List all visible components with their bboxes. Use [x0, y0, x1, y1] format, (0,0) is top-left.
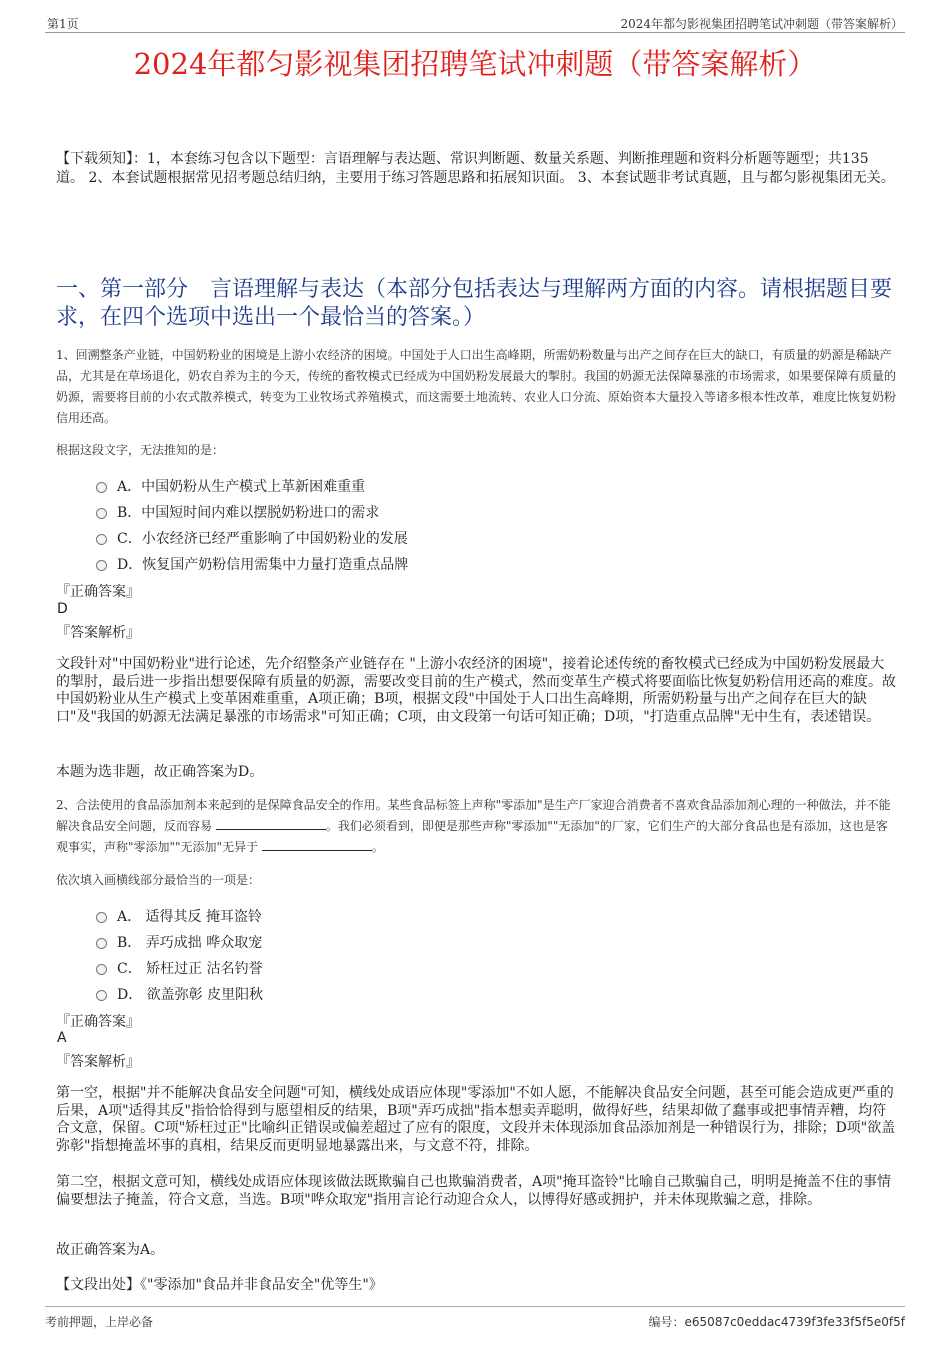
radio-icon[interactable]: [96, 938, 107, 949]
q2-analysis-blank-1: 第一空，根据"并不能解决食品安全问题"可知，横线处成语应体现"零添加"不如人愿，不能解决食品安全问题，甚至可能会造成更严重的后果，A项"适得其反"指恰恰得到与愿望相反的结果，B项"弄巧成拙"指本想卖弄聪明，做得好些，结果却做了蠢事或把事情弄糟，均符合文意，保留。C项"矫枉过正"比喻纠正错误或偏差超过了应有的限度，文段并未体现添加食品添加剂是一种错误行为，排除；D项"欲盖弥彰"指想掩盖坏事的真相，结果反而更明显地暴露出来，与文意不符，排除。: [56, 1085, 896, 1154]
option-label: A．中国奶粉从生产模式上革新困难重重: [117, 479, 366, 495]
radio-icon[interactable]: [96, 534, 107, 545]
q2-option-c[interactable]: [96, 958, 263, 978]
q2-option-b[interactable]: [96, 932, 262, 952]
footer-rule: [45, 1306, 905, 1307]
q1-option-c[interactable]: [96, 528, 408, 548]
download-notice: 【下载须知】：1，本套练习包含以下题型：言语理解与表达题、常识判断题、数量关系题、判断推理题和资料分析题等题型；共135道。 2、本套试题根据常见招考题总结归纳，主要用于练习答题思路和拓展知识面。 3、本套试题非考试真题，且与都匀影视集团无关。: [56, 151, 895, 186]
fill-blank-2: [262, 850, 372, 851]
q2-analysis-blank-2: 第二空，根据文意可知，横线处成语应体现该做法既欺骗自己也欺骗消费者，A项"掩耳盗铃"比喻自己欺骗自己，明明是掩盖不住的事情偏要想法子掩盖，符合文意，当选。B项"哗众取宠"指用言论行动迎合众人，以博得好感或拥护，并未体现欺骗之意，排除。: [56, 1174, 891, 1208]
radio-icon[interactable]: [96, 912, 107, 923]
q2-answer: A: [57, 1030, 67, 1046]
footer-slogan: 考前押题，上岸必备: [45, 1315, 154, 1329]
footer-code: 编号：e65087c0eddac4739f3fe33f5f5e0f5f: [648, 1315, 905, 1329]
q2-conclusion: 故正确答案为A。: [56, 1242, 165, 1258]
option-label: C．小农经济已经严重影响了中国奶粉业的发展: [117, 531, 408, 547]
q2-option-a[interactable]: [96, 906, 262, 926]
header-title: 2024年都匀影视集团招聘笔试冲刺题（带答案解析）: [620, 17, 903, 31]
option-label: C． 矫枉过正 沽名钓誉: [117, 961, 263, 977]
radio-icon[interactable]: [96, 990, 107, 1001]
radio-icon[interactable]: [96, 482, 107, 493]
page-number: 第1页: [47, 17, 79, 31]
option-label: D．恢复国产奶粉信用需集中力量打造重点品牌: [117, 557, 409, 573]
radio-icon[interactable]: [96, 964, 107, 975]
question-2-stem: 2、合法使用的食品添加剂本来起到的是保障食品安全的作用。某些食品标签上声称"零添加"是生产厂家迎合消费者不喜欢食品添加剂心理的一种做法，并不能解决食品安全问题，反而容易 。我们必须看到，即便是那些声称"零添加""无添加"的厂家，它们生产的大部分食品也是有添加，这也是客观事实，声称"零添加""无添加"无异于 。: [56, 798, 891, 854]
option-label: B．中国短时间内难以摆脱奶粉进口的需求: [117, 505, 380, 521]
radio-icon[interactable]: [96, 560, 107, 571]
q2-answer-label: 『正确答案』: [56, 1014, 140, 1030]
q1-option-b[interactable]: [96, 502, 379, 522]
option-label: B． 弄巧成拙 哗众取宠: [117, 935, 263, 951]
q1-conclusion: 本题为选非题，故正确答案为D。: [56, 764, 264, 780]
q1-analysis-label: 『答案解析』: [56, 625, 140, 641]
q2-analysis-label: 『答案解析』: [56, 1054, 140, 1070]
q1-option-d[interactable]: [96, 554, 408, 574]
header-rule: [45, 32, 905, 33]
fill-blank-1: [216, 829, 326, 830]
option-label: A． 适得其反 掩耳盗铃: [117, 909, 263, 925]
document-title: 2024年都匀影视集团招聘笔试冲刺题（带答案解析）: [133, 47, 817, 81]
option-label: D． 欲盖弥彰 皮里阳秋: [117, 987, 264, 1003]
question-1-stem: 1、回溯整条产业链，中国奶粉业的困境是上游小农经济的困境。中国处于人口出生高峰期，所需奶粉数量与出产之间存在巨大的缺口，有质量的奶源是稀缺产品，尤其是在草场退化，奶农自养为主的今天，传统的畜牧模式已经成为中国奶粉发展最大的掣肘。我国的奶源无法保障暴涨的市场需求，如果要保障有质量的奶源，需要将目前的小农式散养模式，转变为工业牧场式养殖模式，而这需要土地流转、农业人口分流、原始资本大量投入等诸多根本性改革，难度比恢复奶粉信用还高。: [56, 348, 897, 425]
q1-answer: D: [57, 601, 68, 617]
q2-source: 【文段出处】《"零添加"食品并非食品安全"优等生"》: [56, 1277, 383, 1293]
q1-analysis: 文段针对"中国奶粉业"进行论述，先介绍整条产业链存在 "上游小农经济的困境"，接着论述传统的畜牧模式已经成为中国奶粉发展最大的掣肘，最后进一步指出想要保障有质量的奶源，需要改变目前的生产模式，然而变革生产模式将要面临比恢复奶粉信用还高的难度。故中国奶粉业从生产模式上变革困难重重，A项正确；B项，根据文段"中国处于人口出生高峰期，所需奶粉量与出产之间存在巨大的缺口"及"我国的奶源无法满足暴涨的市场需求"可知正确；C项，由文段第一句话可知正确；D项，"打造重点品牌"无中生有，表述错误。: [56, 656, 896, 725]
q2-option-d[interactable]: [96, 984, 263, 1004]
question-2-prompt: 依次填入画横线部分最恰当的一项是：: [56, 873, 261, 887]
radio-icon[interactable]: [96, 508, 107, 519]
section-heading: 一、第一部分 言语理解与表达（本部分包括表达与理解两方面的内容。请根据题目要求，在四个选项中选出一个最恰当的答案。）: [56, 277, 893, 330]
q1-option-a[interactable]: [96, 476, 365, 496]
question-1-prompt: 根据这段文字，无法推知的是：: [56, 443, 225, 457]
q1-answer-label: 『正确答案』: [56, 584, 140, 600]
